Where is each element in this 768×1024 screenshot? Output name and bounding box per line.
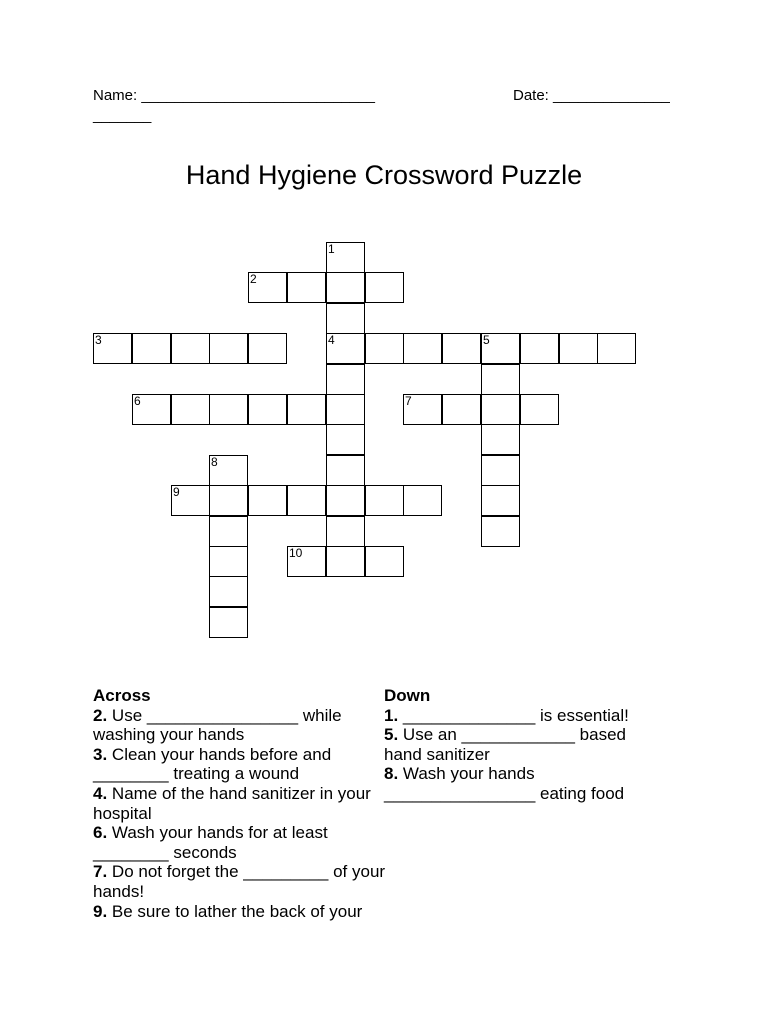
clue-number: 8 <box>211 455 218 469</box>
crossword-cell[interactable] <box>326 303 365 334</box>
crossword-cell[interactable] <box>326 516 365 547</box>
crossword-cell[interactable] <box>209 333 248 364</box>
crossword-cell[interactable] <box>171 333 210 364</box>
clue-number: 10 <box>289 546 303 560</box>
clue-item-number: 9. <box>93 901 108 921</box>
crossword-cell[interactable] <box>248 485 287 516</box>
clue-item <box>384 725 654 764</box>
down-clues <box>384 686 654 804</box>
crossword-cell[interactable] <box>209 607 248 638</box>
crossword-cell[interactable] <box>481 455 520 486</box>
clue-item-text: Clean your hands before and ________ treating a wound <box>93 744 332 784</box>
clue-item-text: Use an ____________ based hand sanitizer <box>384 725 626 764</box>
crossword-cell[interactable] <box>209 455 248 486</box>
clue-item-text: Use ________________ while washing your hands <box>93 705 342 745</box>
crossword-cell[interactable] <box>403 333 442 364</box>
crossword-cell[interactable] <box>597 333 636 364</box>
crossword-cell[interactable] <box>481 516 520 547</box>
crossword-cell[interactable] <box>171 394 210 425</box>
name-field: Name: ___________________________________ <box>93 87 375 124</box>
across-clues <box>93 686 388 921</box>
crossword-cell[interactable] <box>481 424 520 455</box>
crossword-cell[interactable] <box>209 546 248 577</box>
clue-item-number: 4. <box>93 783 108 803</box>
crossword-cell[interactable] <box>365 485 404 516</box>
crossword-cell[interactable] <box>248 333 287 364</box>
crossword-cell[interactable] <box>209 394 248 425</box>
crossword-cell[interactable] <box>326 485 365 516</box>
clue-number: 2 <box>250 272 257 286</box>
clue-item <box>384 706 654 726</box>
clue-item-text: Do not forget the _________ of your hands! <box>93 862 386 901</box>
crossword-cell[interactable] <box>442 394 481 425</box>
crossword-cell[interactable] <box>209 485 248 516</box>
page-title: Hand Hygiene Crossword Puzzle <box>185 160 583 190</box>
crossword-cell[interactable] <box>287 546 326 577</box>
date-field: Date: ______________ <box>513 87 670 104</box>
crossword-cell[interactable] <box>403 485 442 516</box>
crossword-cell[interactable] <box>248 394 287 425</box>
clue-number: 6 <box>134 394 141 408</box>
crossword-cell[interactable] <box>326 394 365 425</box>
clue-item <box>93 745 388 784</box>
crossword-cell[interactable] <box>248 272 287 303</box>
down-clue-list <box>384 706 654 804</box>
crossword-cell[interactable] <box>171 485 210 516</box>
crossword-cell[interactable] <box>209 576 248 607</box>
clue-number: 4 <box>328 333 335 347</box>
crossword-cell[interactable] <box>287 394 326 425</box>
clue-number: 5 <box>483 333 490 347</box>
clue-item-number: 6. <box>93 823 108 843</box>
crossword-cell[interactable] <box>326 364 365 395</box>
across-heading: Across <box>93 686 151 705</box>
crossword-cell[interactable] <box>326 424 365 455</box>
clue-item-number: 5. <box>384 725 399 745</box>
crossword-cell[interactable] <box>287 272 326 303</box>
clue-item-number: 3. <box>93 744 108 764</box>
clue-number: 1 <box>328 242 335 256</box>
clue-item <box>93 784 388 823</box>
across-clue-list <box>93 706 388 922</box>
crossword-cell[interactable] <box>403 394 442 425</box>
crossword-cell[interactable] <box>326 455 365 486</box>
crossword-cell[interactable] <box>326 272 365 303</box>
crossword-cell[interactable] <box>93 333 132 364</box>
crossword-cell[interactable] <box>481 485 520 516</box>
crossword-cell[interactable] <box>287 485 326 516</box>
worksheet-header <box>0 0 768 140</box>
crossword-cell[interactable] <box>365 333 404 364</box>
clue-item-text: Wash your hands for at least ________ seconds <box>93 823 328 862</box>
crossword-cell[interactable] <box>326 242 365 273</box>
clue-number: 9 <box>173 485 180 499</box>
crossword-cell[interactable] <box>481 394 520 425</box>
clue-item-number: 7. <box>93 862 108 882</box>
clue-item-text: Name of the hand sanitizer in your hospital <box>93 783 371 823</box>
crossword-cell[interactable] <box>559 333 598 364</box>
crossword-cell[interactable] <box>326 333 365 364</box>
crossword-cell[interactable] <box>365 272 404 303</box>
crossword-cell[interactable] <box>326 546 365 577</box>
clue-item <box>93 823 388 862</box>
clue-item <box>93 706 388 745</box>
clue-number: 7 <box>405 394 412 408</box>
crossword-cell[interactable] <box>481 333 520 364</box>
crossword-cell[interactable] <box>481 364 520 395</box>
clue-item <box>384 764 654 803</box>
clue-item <box>93 862 388 901</box>
crossword-cell[interactable] <box>520 394 559 425</box>
clue-item-text: ______________ is essential! <box>398 705 629 725</box>
crossword-cell[interactable] <box>365 546 404 577</box>
crossword-cell[interactable] <box>209 516 248 547</box>
clue-item-number: 8. <box>384 764 399 784</box>
clue-number: 3 <box>95 333 102 347</box>
crossword-cell[interactable] <box>520 333 559 364</box>
clue-item-number: 2. <box>93 705 108 725</box>
down-heading: Down <box>384 686 431 705</box>
clue-item-text: Wash your hands ________________ eating food <box>384 764 625 803</box>
clue-item-number: 1. <box>384 705 399 725</box>
clue-item <box>93 902 388 922</box>
crossword-cell[interactable] <box>442 333 481 364</box>
crossword-cell[interactable] <box>132 394 171 425</box>
crossword-cell[interactable] <box>132 333 171 364</box>
clue-item-text: Be sure to lather the back of your <box>107 901 363 921</box>
